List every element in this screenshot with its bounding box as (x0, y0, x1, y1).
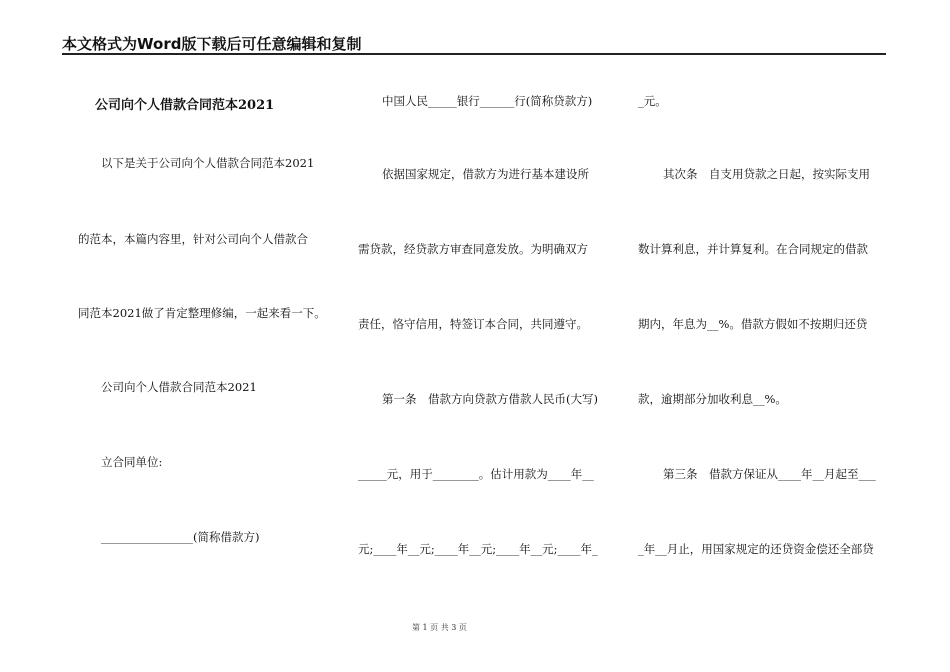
col2-line-1: 中国人民_____银行______行(简称贷款方) (382, 94, 593, 108)
col3-line-5: 款，逾期部分加收利息__%。 (638, 392, 787, 406)
col2-line-6: _____元，用于________。估计用款为____年__ (358, 467, 594, 481)
page-number: 第 1 页 共 3 页 (412, 623, 467, 632)
col3-line-6: 第三条 借款方保证从____年__月起至___ (663, 467, 876, 481)
col3-line-4: 期内，年息为__%。借款方假如不按期归还贷 (638, 317, 868, 331)
col1-line-3: 同范本2021做了肯定整理修编，一起来看一下。 (78, 306, 326, 320)
header-title: 本文格式为Word版下载后可任意编辑和复制 (62, 35, 362, 53)
col1-line-6: ________________(简称借款方) (101, 530, 260, 544)
col2-line-7: 元;____年__元;____年__元;____年__元;____年_ (358, 542, 598, 556)
col3-line-2: 其次条 自支用贷款之日起，按实际支用 (663, 167, 870, 181)
col3-line-7: _年__月止，用国家规定的还贷资金偿还全部贷 (638, 542, 874, 556)
col3-line-3: 数计算利息，并计算复利。在合同规定的借款 (638, 242, 868, 256)
col2-line-2: 依据国家规定，借款方为进行基本建设所 (382, 167, 589, 181)
col2-line-5: 第一条 借款方向贷款方借款人民币(大写) (382, 392, 598, 406)
col2-line-4: 责任，恪守信用，特签订本合同，共同遵守。 (358, 317, 588, 331)
col1-line-5: 立合同单位: (101, 455, 163, 469)
col2-line-3: 需贷款，经贷款方审查同意发放。为明确双方 (358, 242, 588, 256)
col1-line-4: 公司向个人借款合同范本2021 (101, 380, 257, 394)
col1-line-1: 以下是关于公司向个人借款合同范本2021 (101, 156, 315, 170)
col3-line-1: _元。 (638, 94, 667, 108)
document-title: 公司向个人借款合同范本2021 (95, 98, 275, 113)
col1-line-2: 的范本，本篇内容里，针对公司向个人借款合 (78, 232, 308, 246)
header-divider (62, 53, 886, 55)
